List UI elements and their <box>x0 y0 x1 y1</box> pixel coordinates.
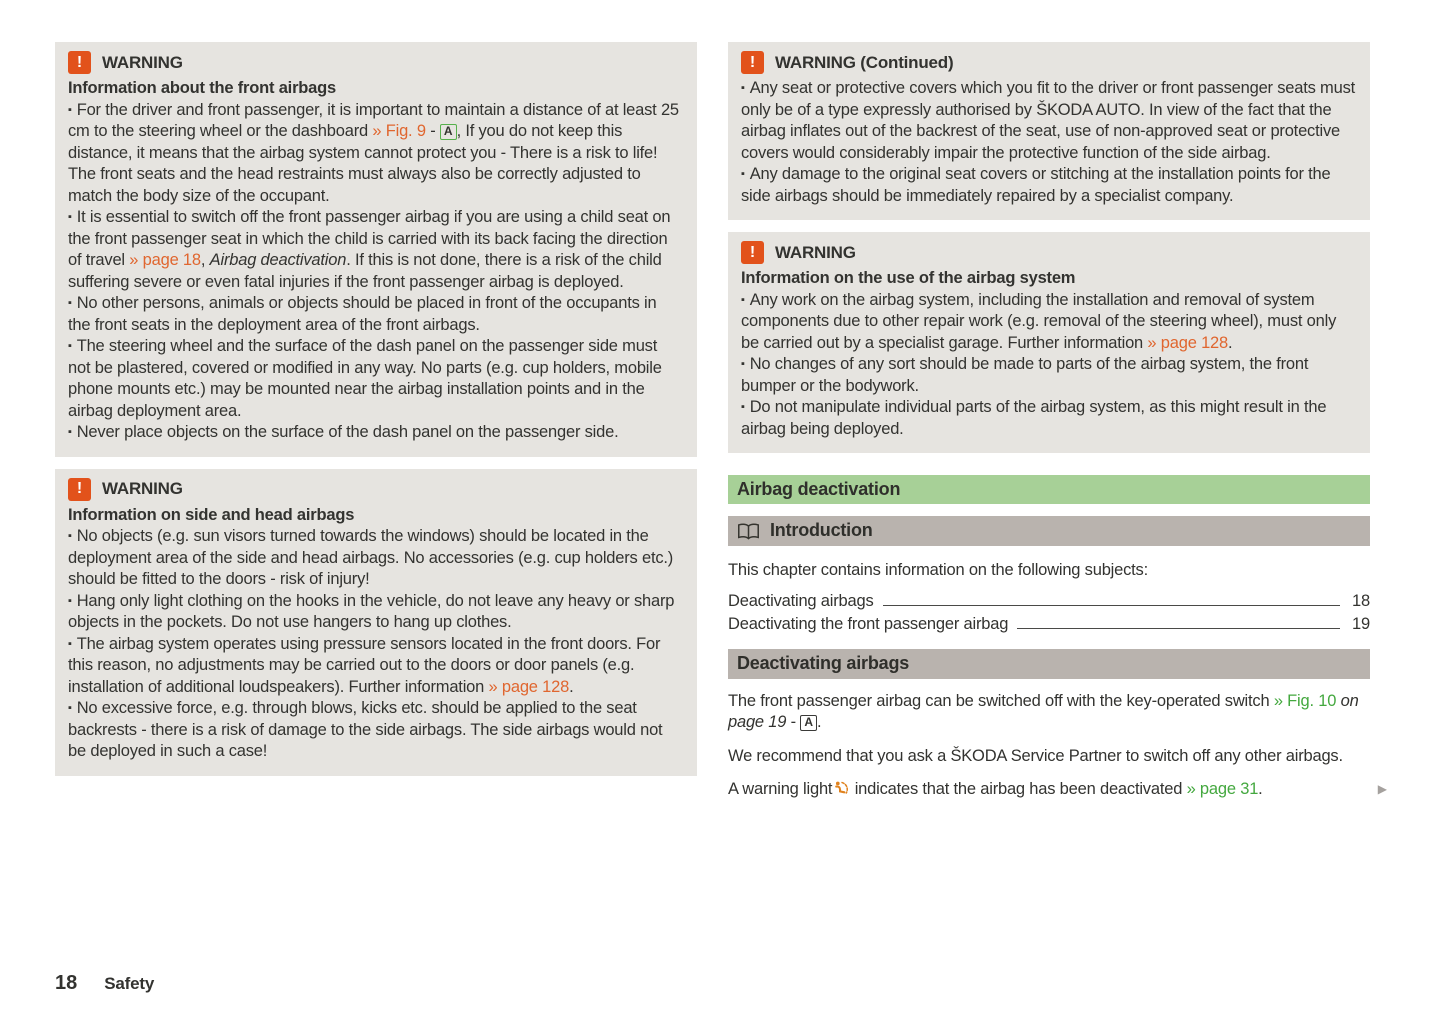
bullet-item <box>68 293 683 336</box>
link-page-18[interactable]: » page 18 <box>129 251 201 269</box>
text-segment: Do not manipulate individual parts of the airbag system, as this might result in the airbag being deployed. <box>741 398 1327 438</box>
section-header-label: Introduction <box>770 520 873 541</box>
left-column <box>55 42 697 776</box>
link-fig-10[interactable]: » Fig. 10 <box>1273 691 1337 710</box>
bullet-item <box>68 100 683 208</box>
text-segment: The front passenger airbag can be switched off with the key-operated switch <box>728 691 1274 710</box>
bullet-icon: ▪ <box>68 340 72 352</box>
text-segment: Any seat or protective covers which you fit to the driver or front passenger seats must only be of a type expressly authorised by ŠKODA AUTO. In view of the fact that the airbag inflates out of the backrest of the seat, use of non-approved seat or protective covers would considerably impair the protective function of the side airbag. <box>741 79 1356 162</box>
warning-header <box>68 478 683 501</box>
bullet-item <box>741 164 1356 207</box>
bullet-icon: ▪ <box>741 82 745 94</box>
section-header-label: Deactivating airbags <box>737 652 910 673</box>
chapter-toc <box>728 591 1370 637</box>
bullet-icon: ▪ <box>68 211 72 223</box>
warning-header <box>741 51 1356 74</box>
bullet-icon: ▪ <box>68 702 72 714</box>
bullet-icon: ▪ <box>741 168 745 180</box>
text-segment: No changes of any sort should be made to parts of the airbag system, the front bumper or the bodywork. <box>741 355 1309 395</box>
text-segment: No excessive force, e.g. through blows, kicks etc. should be applied to the seat backrests - there is a risk of damage to the side airbags. The side airbags would not be deployed in such a case! <box>68 699 663 760</box>
text-segment: We recommend that you ask a ŠKODA Service Partner to switch off any other airbags. <box>728 746 1343 765</box>
warning-header <box>741 241 1356 264</box>
link-fig-9[interactable]: » Fig. 9 <box>372 122 426 140</box>
text-segment: Never place objects on the surface of the dash panel on the passenger side. <box>76 423 619 441</box>
bullet-item <box>741 354 1356 397</box>
text-segment: . <box>817 713 822 731</box>
bullet-item <box>68 526 683 591</box>
warning-box-continued <box>728 42 1370 220</box>
text-segment: Any damage to the original seat covers or stitching at the installation points for the side airbags should be immediately repaired by a specialist company. <box>741 165 1331 205</box>
text-segment: . <box>1258 780 1263 798</box>
warning-label: WARNING (Continued) <box>775 52 954 72</box>
text-segment: No other persons, animals or objects should be placed in front of the occupants in the front seats in the deployment area of the front airbags. <box>68 294 657 334</box>
bullet-icon: ▪ <box>68 637 72 650</box>
warning-icon: ! <box>68 478 91 501</box>
bullet-item <box>68 422 683 444</box>
warning-subtitle: Information on the use of the airbag system <box>741 269 1076 287</box>
open-book-icon <box>737 523 760 540</box>
text-segment: The steering wheel and the surface of the dash panel on the passenger side must not be plastered, covered or modified in any way. No parts (e.g. cup holders, mobile phone mounts etc.) may be mounted near the airbag installation points and in the airbag deployment area. <box>68 337 662 420</box>
body-paragraph <box>728 691 1370 734</box>
footer-section-label: Safety <box>104 973 155 993</box>
warning-bullet-list <box>68 526 683 763</box>
warning-label: WARNING <box>102 52 183 72</box>
text-segment: A warning light <box>728 780 833 798</box>
figure-callout-a: A <box>440 124 457 140</box>
figure-callout-a: A <box>800 715 817 731</box>
right-column <box>728 42 1387 803</box>
link-page-128[interactable]: » page 128 <box>488 677 570 696</box>
text-segment: . <box>1228 333 1233 352</box>
warning-box-side-head-airbags <box>55 469 697 776</box>
toc-leader-line <box>1017 628 1340 629</box>
bullet-icon: ▪ <box>741 358 745 370</box>
toc-entry[interactable] <box>728 614 1370 637</box>
text-segment: Airbag deactivation <box>209 251 347 269</box>
bullet-item <box>68 698 683 763</box>
warning-icon: ! <box>68 51 91 74</box>
warning-bullet-list <box>68 100 683 444</box>
text-segment: The airbag system operates using pressure sensors located in the front doors. For this reason, no adjustments may be carried out to the doors or door panels (e.g. installation of additional loudspeakers). Further information <box>68 634 661 696</box>
bullet-icon: ▪ <box>68 426 72 438</box>
warning-bullet-list <box>741 78 1356 207</box>
chapter-title-airbag-deactivation: Airbag deactivation <box>728 475 1370 504</box>
text-segment: No objects (e.g. sun visors turned towards the windows) should be located in the deployment area of the side and head airbags. No accessories (e.g. cup holders etc.) should be fitted to the doors - risk of injury! <box>68 527 674 588</box>
bullet-item <box>741 290 1356 355</box>
link-page-128[interactable]: » page 128 <box>1147 333 1229 352</box>
bullet-icon: ▪ <box>741 401 745 413</box>
warning-label: WARNING <box>102 479 183 499</box>
bullet-item <box>741 397 1356 440</box>
text-segment: Any work on the airbag system, including the installation and removal of system components due to other repair work (e.g. removal of the steering wheel), must only be carried out by a specialist garage. Further information <box>741 290 1337 352</box>
text-segment: For the driver and front passenger, it is important to maintain a distance of at least 25 cm to the steering wheel or the dashboard <box>68 100 679 140</box>
bullet-icon: ▪ <box>68 103 72 116</box>
page-number: 18 <box>55 971 78 994</box>
toc-entry-label: Deactivating airbags <box>728 591 874 610</box>
bullet-item <box>68 591 683 634</box>
page-footer <box>55 973 154 995</box>
toc-entry[interactable] <box>728 591 1370 614</box>
text-segment: - <box>425 122 440 140</box>
toc-entry-label: Deactivating the front passenger airbag <box>728 614 1009 633</box>
bullet-item <box>68 207 683 293</box>
toc-entry-page-number: 18 <box>1352 591 1370 610</box>
bullet-icon: ▪ <box>68 594 72 607</box>
text-segment: . If this is not done, there is a risk of the child suffering severe or even fatal injuries if the front passenger airbag is deployed. <box>68 251 662 291</box>
text-segment: It is essential to switch off the front passenger airbag if you are using a child seat on the front passenger seat in which the child is carried with its back facing the direction of travel <box>68 208 671 269</box>
bullet-icon: ▪ <box>741 293 745 306</box>
body-paragraph <box>728 779 1387 803</box>
text-segment: indicates that the airbag has been deactivated <box>850 780 1187 798</box>
text-segment: . <box>569 677 574 696</box>
warning-box-front-airbags <box>55 42 697 457</box>
warning-icon: ! <box>741 51 764 74</box>
airbag-warning-light-icon <box>833 780 849 803</box>
bullet-item <box>741 78 1356 164</box>
chapter-lead-text: This chapter contains information on the following subjects: <box>728 561 1148 579</box>
warning-bullet-list <box>741 290 1356 441</box>
warning-header <box>68 51 683 74</box>
section-header-introduction <box>728 516 1370 546</box>
link-page-31[interactable]: » page 31 <box>1186 780 1259 798</box>
text-segment: Hang only light clothing on the hooks in the vehicle, do not leave any heavy or sharp objects in the pockets. Do not use hangers to hang up clothes. <box>68 591 675 631</box>
text-segment: , If you do not keep this distance, it means that the airbag system cannot protect you - There is a risk to life! The front seats and the head restraints must always also be correctly adjusted to match the body size of the occupant. <box>68 122 658 205</box>
warning-subtitle: Information about the front airbags <box>68 79 336 97</box>
warning-icon: ! <box>741 241 764 264</box>
bullet-icon: ▪ <box>68 530 72 542</box>
warning-box-airbag-system-use <box>728 232 1370 453</box>
toc-entry-page-number: 19 <box>1352 614 1370 633</box>
bullet-item <box>68 634 683 699</box>
text-segment: - <box>786 713 801 731</box>
body-paragraph <box>728 746 1370 768</box>
section-header-deactivating-airbags <box>728 649 1370 679</box>
text-segment: , <box>200 251 210 269</box>
toc-leader-line <box>883 605 1341 606</box>
text-segment: on page 19 <box>728 691 1359 731</box>
continuation-arrow-icon: ▶ <box>1377 782 1387 796</box>
bullet-icon: ▪ <box>68 297 72 309</box>
warning-subtitle: Information on side and head airbags <box>68 505 355 524</box>
bullet-item <box>68 336 683 422</box>
warning-label: WARNING <box>775 242 856 262</box>
